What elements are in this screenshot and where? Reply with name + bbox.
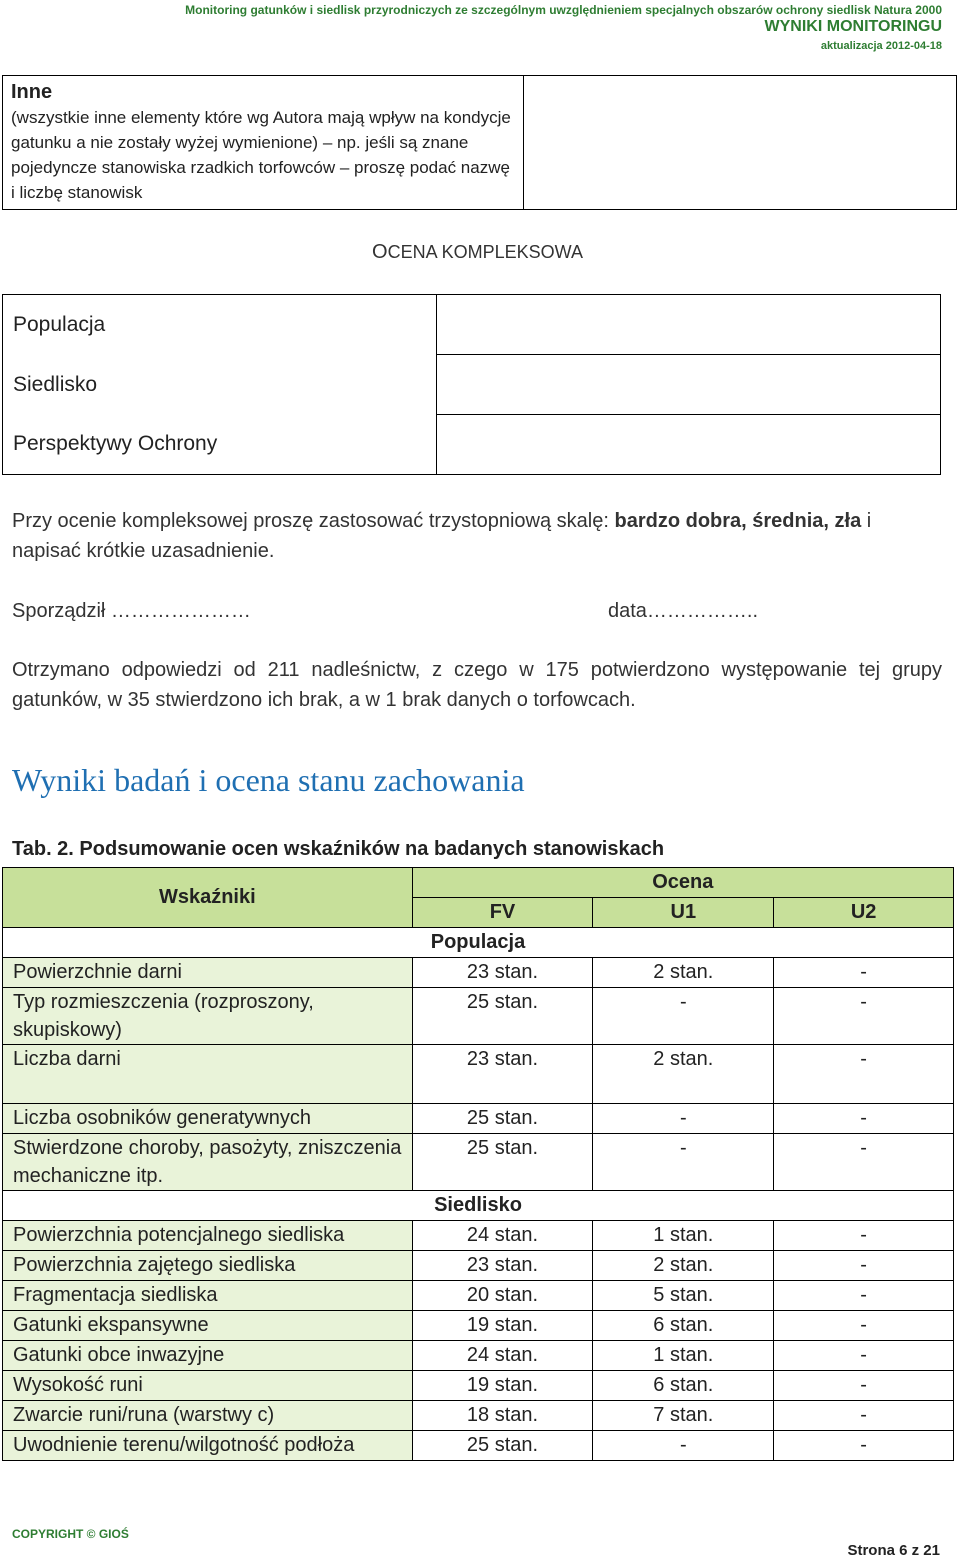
u1-value: 6 stan.: [593, 1371, 774, 1401]
fv-value: 19 stan.: [412, 1311, 593, 1341]
u1-value: -: [593, 1431, 774, 1461]
table-row: [3, 1401, 954, 1431]
indicator-name: Stwierdzone choroby, pasożyty, zniszczenia mechaniczne itp.: [3, 1134, 413, 1191]
group-header-population: Populacja: [3, 928, 954, 958]
date-field: data……………..: [608, 600, 759, 622]
u1-value: 7 stan.: [593, 1401, 774, 1431]
u2-value: -: [774, 1311, 954, 1341]
u1-value: 2 stan.: [593, 1045, 774, 1104]
indicator-name: Liczba osobników generatywnych: [3, 1104, 413, 1134]
indicator-name: Powierzchnia potencjalnego siedliska: [3, 1221, 413, 1251]
table-row: [3, 988, 954, 1045]
u2-value: -: [774, 1281, 954, 1311]
table-row: [3, 1134, 954, 1191]
u2-value: -: [774, 1401, 954, 1431]
overall-assessment-title: OCENA KOMPLEKSOWA: [372, 241, 583, 263]
other-elements-table: [2, 75, 957, 210]
u2-value: -: [774, 1371, 954, 1401]
footer-page-number: Strona 6 z 21: [847, 1542, 940, 1559]
col-header-indicators: Wskaźniki: [3, 868, 413, 928]
col-header-assessment: Ocena: [412, 868, 953, 898]
u2-value: -: [774, 1431, 954, 1461]
table-row: [3, 1371, 954, 1401]
u2-value: -: [774, 958, 954, 988]
assessment-instruction: Przy ocenie kompleksowej proszę zastosować trzystopniową skalę: bardzo dobra, średnia, zła i napisać krótkie uzasadnienie.: [12, 510, 872, 562]
indicator-name: Gatunki obce inwazyjne: [3, 1341, 413, 1371]
other-elements-value-cell[interactable]: [524, 76, 957, 210]
u1-value: 2 stan.: [593, 1251, 774, 1281]
indicator-name: Powierzchnie darni: [3, 958, 413, 988]
u1-value: -: [593, 1104, 774, 1134]
fv-value: 19 stan.: [412, 1371, 593, 1401]
overall-assessment-label: Populacja: [3, 295, 437, 355]
overall-assessment-label: Perspektywy Ochrony: [3, 415, 437, 475]
u1-value: 1 stan.: [593, 1221, 774, 1251]
indicator-name: Powierzchnia zajętego siedliska: [3, 1251, 413, 1281]
u1-value: 5 stan.: [593, 1281, 774, 1311]
indicator-name: Uwodnienie terenu/wilgotność podłoża: [3, 1431, 413, 1461]
u2-value: -: [774, 1221, 954, 1251]
overall-assessment-value[interactable]: [436, 415, 940, 475]
table-row: [3, 1341, 954, 1371]
header-subtitle: WYNIKI MONITORINGU: [764, 18, 942, 35]
indicator-name: Wysokość runi: [3, 1371, 413, 1401]
col-header-u1: U1: [593, 898, 774, 928]
fv-value: 23 stan.: [412, 1251, 593, 1281]
indicator-name: Fragmentacja siedliska: [3, 1281, 413, 1311]
fv-value: 18 stan.: [412, 1401, 593, 1431]
u1-value: -: [593, 988, 774, 1045]
u2-value: -: [774, 1134, 954, 1191]
footer-copyright: COPYRIGHT © GIOŚ: [12, 1527, 129, 1541]
fv-value: 23 stan.: [412, 1045, 593, 1104]
indicator-name: Liczba darni: [3, 1045, 413, 1104]
fv-value: 25 stan.: [412, 1134, 593, 1191]
table-row: [3, 1431, 954, 1461]
group-header-habitat: Siedlisko: [3, 1191, 954, 1221]
u1-value: -: [593, 1134, 774, 1191]
overall-assessment-row: [3, 295, 941, 355]
other-elements-description: (wszystkie inne elementy które wg Autora mają wpływ na kondycje gatunku a nie zostały wyżej wymienione) – np. jeśli są znane pojedyncze stanowiska rzadkich torfowców – proszę podać nazwę i liczbę stanowisk: [11, 108, 511, 202]
overall-assessment-row: [3, 355, 941, 415]
indicator-name: Typ rozmieszczenia (rozproszony, skupiskowy): [3, 988, 413, 1045]
overall-assessment-table: [2, 294, 941, 475]
fv-value: 25 stan.: [412, 1431, 593, 1461]
u1-value: 2 stan.: [593, 958, 774, 988]
table-row: [3, 1311, 954, 1341]
table-row: [3, 1281, 954, 1311]
fv-value: 24 stan.: [412, 1221, 593, 1251]
u2-value: -: [774, 988, 954, 1045]
u2-value: -: [774, 1104, 954, 1134]
summary-paragraph: Otrzymano odpowiedzi od 211 nadleśnictw, z czego w 175 potwierdzono występowanie tej grupy gatunków, w 35 stwierdzono ich brak, a w 1 brak danych o torfowcach.: [12, 659, 942, 711]
table-row: [3, 1221, 954, 1251]
fv-value: 25 stan.: [412, 1104, 593, 1134]
table-row: [3, 1104, 954, 1134]
table-row: [3, 958, 954, 988]
indicator-name: Zwarcie runi/runa (warstwy c): [3, 1401, 413, 1431]
header-update-date: aktualizacja 2012-04-18: [820, 40, 942, 52]
fv-value: 23 stan.: [412, 958, 593, 988]
fv-value: 20 stan.: [412, 1281, 593, 1311]
overall-assessment-row: [3, 415, 941, 475]
table-row: [3, 1251, 954, 1281]
other-elements-label-cell: [3, 76, 524, 210]
overall-assessment-label: Siedlisko: [3, 355, 437, 415]
u1-value: 6 stan.: [593, 1311, 774, 1341]
fv-value: 24 stan.: [412, 1341, 593, 1371]
u2-value: -: [774, 1045, 954, 1104]
fv-value: 25 stan.: [412, 988, 593, 1045]
table-row: [3, 1045, 954, 1104]
table-caption: Tab. 2. Podsumowanie ocen wskaźników na badanych stanowiskach: [12, 838, 665, 860]
header-title: Monitoring gatunków i siedlisk przyrodniczych ze szczególnym uwzględnieniem specjalnych obszarów ochrony siedlisk Natura 2000: [185, 3, 942, 17]
section-heading: Wyniki badań i ocena stanu zachowania: [12, 762, 525, 798]
indicator-name: Gatunki ekspansywne: [3, 1311, 413, 1341]
col-header-fv: FV: [412, 898, 593, 928]
u2-value: -: [774, 1341, 954, 1371]
other-elements-title: Inne: [11, 81, 53, 103]
overall-assessment-value[interactable]: [436, 355, 940, 415]
u1-value: 1 stan.: [593, 1341, 774, 1371]
prepared-by: Sporządził …………………: [12, 600, 251, 622]
col-header-u2: U2: [774, 898, 954, 928]
u2-value: -: [774, 1251, 954, 1281]
indicators-table: [2, 867, 954, 1461]
overall-assessment-value[interactable]: [436, 295, 940, 355]
